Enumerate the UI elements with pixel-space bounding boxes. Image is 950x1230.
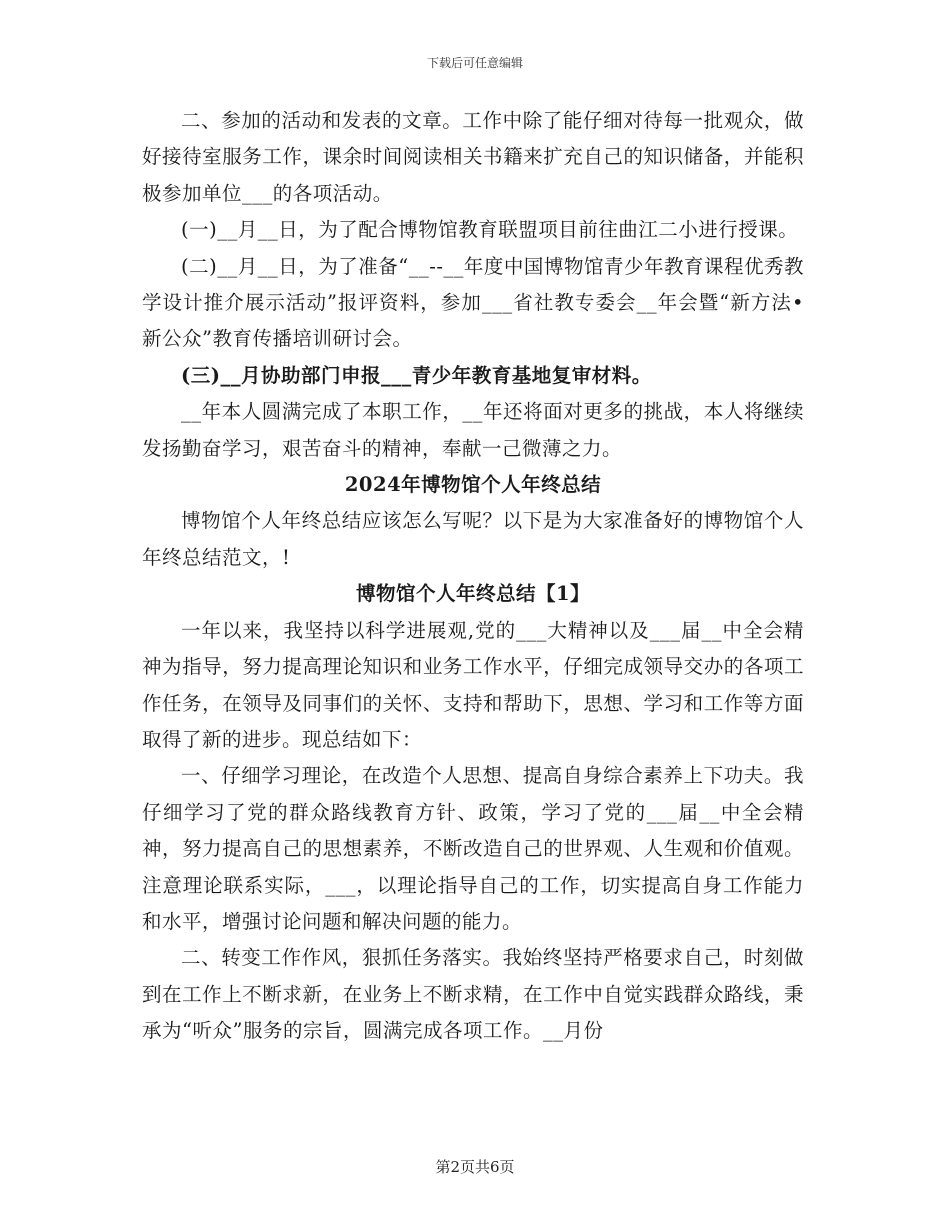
- document-body: [142, 103, 804, 1050]
- paragraph-item-two: (二)__月__日，为了准备“__--__年度中国博物馆青少年教育课程优秀教学设计推介展示活动”报评资料，参加___省社教专委会__年会暨“新方法•新公众”教育传播培训研讨会。: [142, 254, 804, 351]
- paragraph-item-three: (三)__月协助部门申报___青少年教育基地复审材料。: [181, 363, 652, 387]
- paragraph-study-theory: 一、仔细学习理论，在改造个人思想、提高自身综合素养上下功夫。我仔细学习了党的群众路线教育方针、政策，学习了党的___届__中全会精神，努力提高自己的思想素养，不断改造自己的世界观、人生观和价值观。注意理论联系实际，___，以理论指导自己的工作，切实提高自身工作能力和水平，增强讨论问题和解决问题的能力。: [142, 764, 804, 933]
- section-title-summary-one: 博物馆个人年终总结【1】: [355, 582, 591, 606]
- paragraph-work-style: 二、转变工作作风，狠抓任务落实。我始终坚持严格要求自己，时刻做到在工作上不断求新，在业务上不断求精，在工作中自觉实践群众路线，秉承为“听众”服务的宗旨，圆满完成各项工作。__月份: [142, 946, 804, 1043]
- paragraph-summary-intro: 博物馆个人年终总结应该怎么写呢？以下是为大家准备好的博物馆个人年终总结范文，!: [142, 509, 804, 569]
- paragraph-item-one: (一)__月__日，为了配合博物馆教育联盟项目前往曲江二小进行授课。: [181, 218, 799, 242]
- page-footer-page-number: 第2页共6页: [435, 1158, 515, 1176]
- paragraph-activities-intro: 二、参加的活动和发表的文章。工作中除了能仔细对待每一批观众，做好接待室服务工作，课余时间阅读相关书籍来扩充自己的知识储备，并能积极参加单位___的各项活动。: [142, 109, 804, 205]
- paragraph-year-conclusion: __年本人圆满完成了本职工作，__年还将面对更多的挑战，本人将继续发扬勤奋学习，艰苦奋斗的精神，奉献一己微薄之力。: [142, 400, 804, 460]
- section-title-year-summary: 2024年博物馆个人年终总结: [344, 473, 602, 497]
- page-header: 下载后可任意编辑: [426, 56, 523, 70]
- paragraph-year-overview: 一年以来，我坚持以科学进展观,党的___大精神以及___届__中全会精神为指导，努力提高理论知识和业务工作水平，仔细完成领导交办的各项工作任务，在领导及同事们的关怀、支持和帮助下，思想、学习和工作等方面取得了新的进步。现总结如下：: [142, 618, 804, 751]
